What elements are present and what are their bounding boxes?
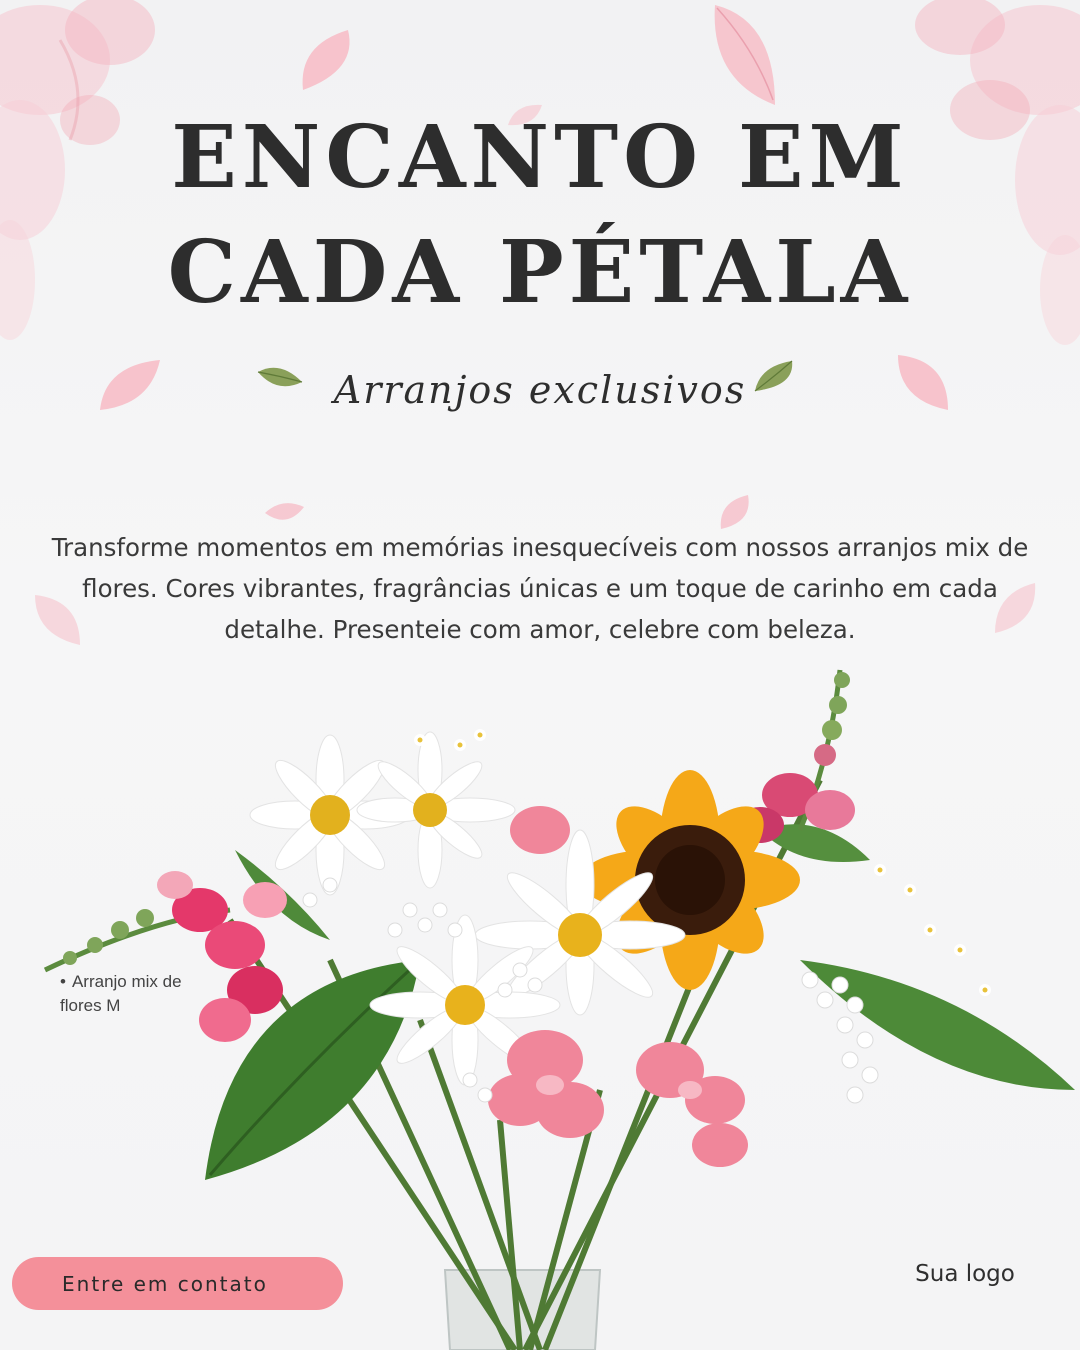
petal-icon: [705, 0, 785, 110]
petal-icon: [262, 497, 307, 529]
petal-icon: [718, 492, 753, 532]
caption-bullet: •: [60, 972, 66, 991]
caption-text: Arranjo mix de flores M: [60, 972, 182, 1015]
headline-line-2: CADA PÉTALA: [167, 222, 913, 323]
headline-line-1: ENCANTO EM: [171, 107, 909, 208]
petal-icon: [298, 25, 358, 95]
subtitle: Arranjos exclusivos: [333, 368, 747, 412]
description-text: Transforme momentos em memórias inesquecíveis com nossos arranjos mix de flores. Cores vibrantes, fragrâncias únicas e um toque de carinho em cada detalhe. Presenteie com amor, celebre com beleza.: [51, 533, 1029, 644]
product-caption: [60, 970, 200, 1018]
contact-button[interactable]: Entre em contato: [12, 1257, 343, 1310]
logo-placeholder: Sua logo: [915, 1261, 1015, 1287]
